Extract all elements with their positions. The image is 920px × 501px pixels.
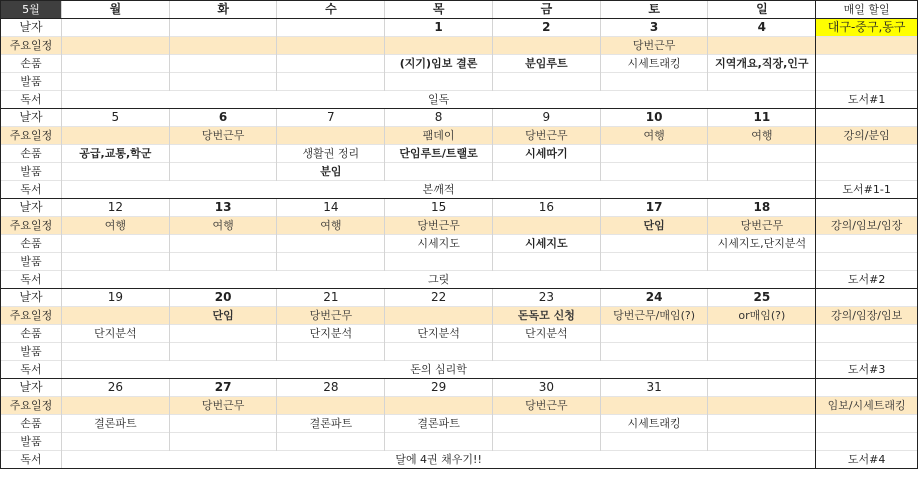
balpum-row bbox=[1, 163, 918, 181]
daily-todo-cell[interactable]: 도서#3 bbox=[816, 361, 918, 379]
balpum-cell[interactable] bbox=[600, 163, 708, 181]
sonpum-cell[interactable] bbox=[169, 55, 277, 73]
schedule-cell[interactable]: 여행 bbox=[169, 217, 277, 235]
daily-todo-cell[interactable] bbox=[816, 343, 918, 361]
balpum-cell[interactable] bbox=[708, 433, 816, 451]
row-label-schedule[interactable]: 주요일정 bbox=[1, 307, 62, 325]
row-label-schedule[interactable]: 주요일정 bbox=[1, 37, 62, 55]
day-header-mon[interactable]: 월 bbox=[61, 1, 169, 19]
schedule-cell[interactable] bbox=[61, 127, 169, 145]
balpum-row bbox=[1, 73, 918, 91]
sonpum-row bbox=[1, 55, 918, 73]
sonpum-cell[interactable]: 결론파트 bbox=[61, 415, 169, 433]
schedule-cell[interactable]: 여행 bbox=[708, 127, 816, 145]
sonpum-cell[interactable] bbox=[708, 415, 816, 433]
schedule-row bbox=[1, 217, 918, 235]
date-row bbox=[1, 379, 918, 397]
daily-todo-cell[interactable]: 도서#1-1 bbox=[816, 181, 918, 199]
schedule-cell[interactable] bbox=[277, 37, 385, 55]
date-cell[interactable]: 6 bbox=[169, 109, 277, 127]
balpum-cell[interactable] bbox=[492, 163, 600, 181]
day-header-sat[interactable]: 토 bbox=[600, 1, 708, 19]
sonpum-cell[interactable]: 단임루트/트랠로 bbox=[385, 145, 493, 163]
date-cell[interactable]: 16 bbox=[492, 199, 600, 217]
daily-todo-cell[interactable] bbox=[816, 235, 918, 253]
schedule-cell[interactable] bbox=[61, 37, 169, 55]
daily-todo-cell[interactable] bbox=[816, 37, 918, 55]
sonpum-cell[interactable] bbox=[169, 415, 277, 433]
sonpum-row bbox=[1, 235, 918, 253]
date-cell[interactable]: 19 bbox=[61, 289, 169, 307]
row-label-sonpum[interactable]: 손품 bbox=[1, 55, 62, 73]
sonpum-cell[interactable]: 결론파트 bbox=[277, 415, 385, 433]
sonpum-cell[interactable]: 시세트래킹 bbox=[600, 55, 708, 73]
sonpum-cell[interactable]: 지역개요,직장,인구 bbox=[708, 55, 816, 73]
date-row bbox=[1, 19, 918, 37]
day-header-tue[interactable]: 화 bbox=[169, 1, 277, 19]
date-cell[interactable]: 2 bbox=[492, 19, 600, 37]
balpum-cell[interactable] bbox=[277, 343, 385, 361]
balpum-cell[interactable] bbox=[169, 253, 277, 271]
schedule-cell[interactable]: 당번근무 bbox=[492, 397, 600, 415]
schedule-cell[interactable]: 돈독모 신청 bbox=[492, 307, 600, 325]
schedule-row bbox=[1, 397, 918, 415]
sonpum-cell[interactable]: 결론파트 bbox=[385, 415, 493, 433]
balpum-cell[interactable] bbox=[708, 163, 816, 181]
schedule-cell[interactable]: 단임 bbox=[169, 307, 277, 325]
month-label[interactable]: 5월 bbox=[1, 1, 62, 19]
schedule-cell[interactable]: 여행 bbox=[277, 217, 385, 235]
daily-todo-cell[interactable] bbox=[816, 415, 918, 433]
date-cell[interactable]: 15 bbox=[385, 199, 493, 217]
row-label-schedule[interactable]: 주요일정 bbox=[1, 217, 62, 235]
reading-row bbox=[1, 271, 918, 289]
row-label-balpum[interactable]: 발품 bbox=[1, 343, 62, 361]
date-cell[interactable]: 20 bbox=[169, 289, 277, 307]
balpum-cell[interactable] bbox=[277, 73, 385, 91]
daily-todo-cell[interactable]: 강의/임보/임장 bbox=[816, 217, 918, 235]
balpum-cell[interactable] bbox=[385, 253, 493, 271]
balpum-cell[interactable] bbox=[277, 253, 385, 271]
date-cell[interactable]: 28 bbox=[277, 379, 385, 397]
schedule-cell[interactable] bbox=[61, 307, 169, 325]
schedule-cell[interactable]: 여행 bbox=[600, 127, 708, 145]
row-label-sonpum[interactable]: 손품 bbox=[1, 235, 62, 253]
reading-book-cell[interactable]: 돈의 심리학 bbox=[61, 361, 815, 379]
row-label-reading[interactable]: 독서 bbox=[1, 361, 62, 379]
date-cell[interactable]: 1 bbox=[385, 19, 493, 37]
daily-todo-cell[interactable] bbox=[816, 325, 918, 343]
sonpum-cell[interactable] bbox=[492, 415, 600, 433]
date-cell[interactable]: 8 bbox=[385, 109, 493, 127]
daily-todo-cell[interactable]: 도서#4 bbox=[816, 451, 918, 469]
row-label-reading[interactable]: 독서 bbox=[1, 451, 62, 469]
schedule-cell[interactable]: 당번근무/매임(?) bbox=[600, 307, 708, 325]
reading-row bbox=[1, 451, 918, 469]
schedule-cell[interactable]: 당번근무 bbox=[169, 127, 277, 145]
sonpum-cell[interactable] bbox=[277, 235, 385, 253]
balpum-cell[interactable] bbox=[492, 433, 600, 451]
date-cell[interactable] bbox=[708, 379, 816, 397]
sonpum-cell[interactable] bbox=[169, 325, 277, 343]
row-label-sonpum[interactable]: 손품 bbox=[1, 145, 62, 163]
reading-book-cell[interactable]: 일독 bbox=[61, 91, 815, 109]
date-cell[interactable] bbox=[169, 19, 277, 37]
date-cell[interactable]: 7 bbox=[277, 109, 385, 127]
date-cell[interactable]: 9 bbox=[492, 109, 600, 127]
schedule-cell[interactable]: 당번근무 bbox=[492, 127, 600, 145]
sonpum-cell[interactable] bbox=[61, 55, 169, 73]
sonpum-cell[interactable] bbox=[169, 145, 277, 163]
date-cell[interactable]: 10 bbox=[600, 109, 708, 127]
row-label-schedule[interactable]: 주요일정 bbox=[1, 397, 62, 415]
day-header-thu[interactable]: 목 bbox=[385, 1, 493, 19]
balpum-cell[interactable] bbox=[61, 253, 169, 271]
date-cell[interactable]: 21 bbox=[277, 289, 385, 307]
row-label-date[interactable]: 날자 bbox=[1, 289, 62, 307]
sonpum-row bbox=[1, 145, 918, 163]
balpum-cell[interactable] bbox=[600, 343, 708, 361]
schedule-cell[interactable]: 당번근무 bbox=[169, 397, 277, 415]
date-cell[interactable]: 11 bbox=[708, 109, 816, 127]
row-label-date[interactable]: 날자 bbox=[1, 109, 62, 127]
daily-todo-cell[interactable]: 대구-중구,동구 bbox=[816, 19, 918, 37]
reading-book-cell[interactable]: 그릿 bbox=[61, 271, 815, 289]
date-cell[interactable]: 17 bbox=[600, 199, 708, 217]
schedule-cell[interactable] bbox=[708, 37, 816, 55]
sonpum-cell[interactable]: 단지분석 bbox=[277, 325, 385, 343]
schedule-cell[interactable] bbox=[492, 37, 600, 55]
date-cell[interactable]: 14 bbox=[277, 199, 385, 217]
date-cell[interactable]: 31 bbox=[600, 379, 708, 397]
schedule-cell[interactable]: 여행 bbox=[61, 217, 169, 235]
sonpum-cell[interactable]: 단지분석 bbox=[61, 325, 169, 343]
sonpum-cell[interactable] bbox=[600, 325, 708, 343]
daily-todo-cell[interactable] bbox=[816, 433, 918, 451]
daily-todo-cell[interactable] bbox=[816, 289, 918, 307]
daily-todo-cell[interactable] bbox=[816, 379, 918, 397]
row-label-balpum[interactable]: 발품 bbox=[1, 163, 62, 181]
date-cell[interactable]: 23 bbox=[492, 289, 600, 307]
row-label-date[interactable]: 날자 bbox=[1, 379, 62, 397]
schedule-cell[interactable]: 팸데이 bbox=[385, 127, 493, 145]
sonpum-cell[interactable] bbox=[708, 325, 816, 343]
sonpum-cell[interactable]: 시세트래킹 bbox=[600, 415, 708, 433]
schedule-cell[interactable]: 당번근무 bbox=[385, 217, 493, 235]
date-cell[interactable]: 5 bbox=[61, 109, 169, 127]
schedule-cell[interactable]: 당번근무 bbox=[277, 307, 385, 325]
sonpum-cell[interactable] bbox=[61, 235, 169, 253]
schedule-cell[interactable] bbox=[61, 397, 169, 415]
sonpum-cell[interactable]: 공급,교통,학군 bbox=[61, 145, 169, 163]
daily-todo-cell[interactable] bbox=[816, 145, 918, 163]
balpum-cell[interactable] bbox=[600, 433, 708, 451]
date-row bbox=[1, 199, 918, 217]
sonpum-cell[interactable]: 단지분석 bbox=[385, 325, 493, 343]
schedule-row bbox=[1, 307, 918, 325]
balpum-cell[interactable] bbox=[708, 73, 816, 91]
sonpum-cell[interactable] bbox=[600, 145, 708, 163]
row-label-schedule[interactable]: 주요일정 bbox=[1, 127, 62, 145]
schedule-cell[interactable] bbox=[600, 397, 708, 415]
sonpum-cell[interactable]: 시세지도 bbox=[385, 235, 493, 253]
sonpum-row bbox=[1, 415, 918, 433]
schedule-cell[interactable] bbox=[277, 397, 385, 415]
date-cell[interactable]: 3 bbox=[600, 19, 708, 37]
date-cell[interactable]: 12 bbox=[61, 199, 169, 217]
balpum-cell[interactable] bbox=[492, 343, 600, 361]
balpum-row bbox=[1, 433, 918, 451]
date-cell[interactable]: 26 bbox=[61, 379, 169, 397]
balpum-cell[interactable] bbox=[169, 433, 277, 451]
balpum-cell[interactable] bbox=[61, 343, 169, 361]
row-label-sonpum[interactable]: 손품 bbox=[1, 325, 62, 343]
date-cell[interactable]: 22 bbox=[385, 289, 493, 307]
balpum-cell[interactable] bbox=[385, 73, 493, 91]
sonpum-row bbox=[1, 325, 918, 343]
balpum-row bbox=[1, 253, 918, 271]
header-row bbox=[1, 1, 918, 19]
schedule-row bbox=[1, 127, 918, 145]
balpum-cell[interactable] bbox=[169, 163, 277, 181]
daily-todo-cell[interactable]: 강의/분임 bbox=[816, 127, 918, 145]
daily-todo-header[interactable]: 매일 할일 bbox=[816, 1, 918, 19]
balpum-cell[interactable] bbox=[169, 73, 277, 91]
row-label-reading[interactable]: 독서 bbox=[1, 91, 62, 109]
schedule-cell[interactable] bbox=[492, 217, 600, 235]
reading-row bbox=[1, 361, 918, 379]
balpum-cell[interactable] bbox=[708, 343, 816, 361]
date-cell[interactable]: 18 bbox=[708, 199, 816, 217]
schedule-cell[interactable]: or매임(?) bbox=[708, 307, 816, 325]
balpum-cell[interactable] bbox=[385, 343, 493, 361]
day-header-fri[interactable]: 금 bbox=[492, 1, 600, 19]
balpum-cell[interactable] bbox=[385, 163, 493, 181]
schedule-cell[interactable] bbox=[169, 37, 277, 55]
reading-row bbox=[1, 91, 918, 109]
date-cell[interactable]: 13 bbox=[169, 199, 277, 217]
schedule-cell[interactable] bbox=[277, 127, 385, 145]
balpum-cell[interactable] bbox=[61, 73, 169, 91]
schedule-cell[interactable]: 당번근무 bbox=[600, 37, 708, 55]
row-label-balpum[interactable]: 발품 bbox=[1, 253, 62, 271]
date-cell[interactable]: 29 bbox=[385, 379, 493, 397]
sonpum-cell[interactable]: (지기)임보 결론 bbox=[385, 55, 493, 73]
sonpum-cell[interactable]: 시세따기 bbox=[492, 145, 600, 163]
date-cell[interactable]: 27 bbox=[169, 379, 277, 397]
schedule-cell[interactable] bbox=[385, 37, 493, 55]
date-cell[interactable] bbox=[61, 19, 169, 37]
daily-todo-cell[interactable] bbox=[816, 73, 918, 91]
reading-book-cell[interactable]: 본깨적 bbox=[61, 181, 815, 199]
date-cell[interactable] bbox=[277, 19, 385, 37]
balpum-cell[interactable] bbox=[600, 253, 708, 271]
schedule-cell[interactable]: 단임 bbox=[600, 217, 708, 235]
balpum-cell[interactable] bbox=[600, 73, 708, 91]
daily-todo-cell[interactable] bbox=[816, 253, 918, 271]
sonpum-cell[interactable]: 생활권 정리 bbox=[277, 145, 385, 163]
daily-todo-cell[interactable]: 도서#1 bbox=[816, 91, 918, 109]
daily-todo-cell[interactable]: 도서#2 bbox=[816, 271, 918, 289]
reading-row bbox=[1, 181, 918, 199]
sonpum-cell[interactable]: 시세지도 bbox=[492, 235, 600, 253]
daily-todo-cell[interactable]: 임보/시세트래킹 bbox=[816, 397, 918, 415]
balpum-cell[interactable] bbox=[169, 343, 277, 361]
sonpum-cell[interactable]: 시세지도,단지분석 bbox=[708, 235, 816, 253]
schedule-cell[interactable] bbox=[385, 307, 493, 325]
daily-todo-cell[interactable] bbox=[816, 163, 918, 181]
daily-todo-cell[interactable]: 강의/임장/임보 bbox=[816, 307, 918, 325]
row-label-balpum[interactable]: 발품 bbox=[1, 73, 62, 91]
sonpum-cell[interactable]: 단지분석 bbox=[492, 325, 600, 343]
balpum-cell[interactable] bbox=[61, 433, 169, 451]
sonpum-cell[interactable]: 분임루트 bbox=[492, 55, 600, 73]
day-header-wed[interactable]: 수 bbox=[277, 1, 385, 19]
date-cell[interactable]: 4 bbox=[708, 19, 816, 37]
row-label-reading[interactable]: 독서 bbox=[1, 271, 62, 289]
sonpum-cell[interactable] bbox=[277, 55, 385, 73]
daily-todo-cell[interactable] bbox=[816, 55, 918, 73]
date-row bbox=[1, 109, 918, 127]
row-label-date[interactable]: 날자 bbox=[1, 199, 62, 217]
row-label-balpum[interactable]: 발품 bbox=[1, 433, 62, 451]
balpum-cell[interactable] bbox=[277, 433, 385, 451]
balpum-cell[interactable] bbox=[492, 73, 600, 91]
balpum-cell[interactable]: 분임 bbox=[277, 163, 385, 181]
schedule-cell[interactable] bbox=[708, 397, 816, 415]
balpum-cell[interactable] bbox=[385, 433, 493, 451]
balpum-cell[interactable] bbox=[708, 253, 816, 271]
day-header-sun[interactable]: 일 bbox=[708, 1, 816, 19]
date-cell[interactable]: 30 bbox=[492, 379, 600, 397]
date-cell[interactable]: 24 bbox=[600, 289, 708, 307]
sonpum-cell[interactable] bbox=[600, 235, 708, 253]
schedule-cell[interactable]: 당번근무 bbox=[708, 217, 816, 235]
sonpum-cell[interactable] bbox=[169, 235, 277, 253]
row-label-reading[interactable]: 독서 bbox=[1, 181, 62, 199]
reading-book-cell[interactable]: 달에 4권 채우기!! bbox=[61, 451, 815, 469]
sonpum-cell[interactable] bbox=[708, 145, 816, 163]
date-cell[interactable]: 25 bbox=[708, 289, 816, 307]
balpum-row bbox=[1, 343, 918, 361]
schedule-cell[interactable] bbox=[385, 397, 493, 415]
balpum-cell[interactable] bbox=[492, 253, 600, 271]
date-row bbox=[1, 289, 918, 307]
balpum-cell[interactable] bbox=[61, 163, 169, 181]
row-label-date[interactable]: 날자 bbox=[1, 19, 62, 37]
daily-todo-cell[interactable] bbox=[816, 109, 918, 127]
daily-todo-cell[interactable] bbox=[816, 199, 918, 217]
row-label-sonpum[interactable]: 손품 bbox=[1, 415, 62, 433]
schedule-row bbox=[1, 37, 918, 55]
